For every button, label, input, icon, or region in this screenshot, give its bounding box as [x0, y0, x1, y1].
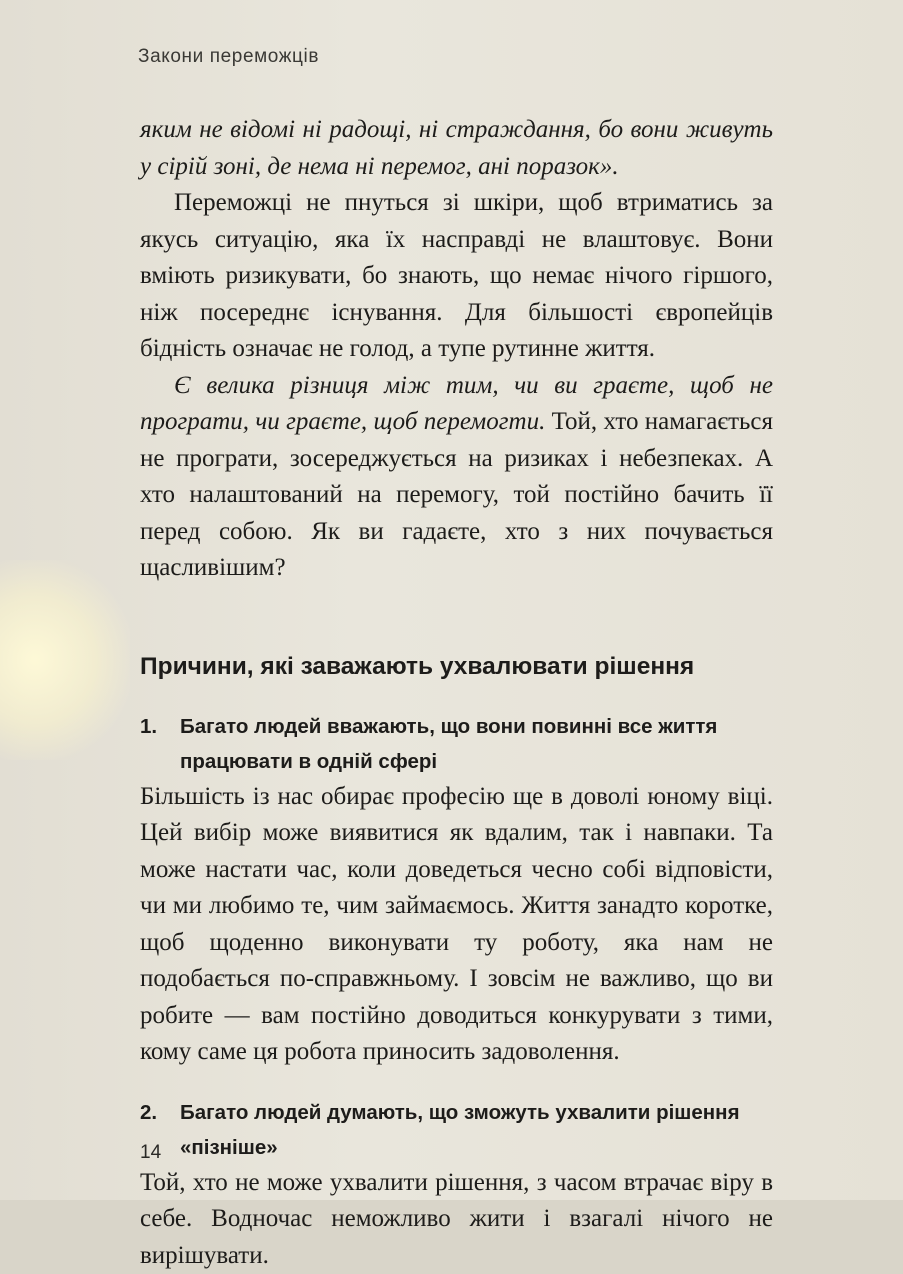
light-glare [0, 560, 130, 760]
list-item-number: 1. [140, 709, 180, 779]
body-text [140, 112, 773, 1274]
list-item-number: 2. [140, 1095, 180, 1165]
running-head: Закони переможців [138, 46, 319, 68]
list-item-text: Той, хто не може ухвалити рішення, з часом втрачає віру в себе. Водночас неможливо жити і взагалі нічого не вирішувати. [140, 1165, 773, 1274]
paragraph-quote-end: яким не відомі ні радощі, ні страждання, бо вони живуть у сірій зоні, де нема ні перемог, ані поразок». [140, 112, 773, 185]
list-item-text: Більшість із нас обирає професію ще в доволі юному віці. Цей вибір може виявитися як вдалим, так і навпаки. Та може настати час, коли доведеться чесно собі відповісти, чи ми любимо те, чим займаємось. Життя занадто коротке, щоб щоденно виконувати ту роботу, яка нам не подобається по-справжньому. І зовсім не важливо, що ви робите — вам постійно доводиться конкурувати з тими, кому саме ця робота приносить задоволення. [140, 779, 773, 1071]
page-number: 14 [140, 1142, 161, 1164]
list-item-title: Багато людей вважають, що вони повинні все життя працювати в одній сфері [180, 709, 773, 779]
emphasis-text: Є велика різниця між тим, чи ви граєте, щоб не програти, чи граєте, щоб перемогти. [140, 372, 773, 436]
paragraph-text: Той, хто намагається не програти, зосереджується на ризиках і небезпеках. А хто налаштований на перемогу, той постійно бачить її перед собою. Як ви гадаєте, хто з них почувається щасливішим? [140, 408, 773, 581]
section-title: Причини, які заважають ухвалювати рішення [140, 649, 773, 685]
list-item-heading [140, 709, 773, 779]
list-item-heading [140, 1095, 773, 1165]
list-item-title: Багато людей думають, що зможуть ухвалити рішення «пізніше» [180, 1095, 773, 1165]
paragraph: Переможці не пнуться зі шкіри, щоб втриматись за якусь ситуацію, яка їх насправді не влаштовує. Вони вміють ризикувати, бо знають, що немає нічого гіршого, ніж посереднє існування. Для більшості європейців бідність означає не голод, а тупе рутинне життя. [140, 185, 773, 368]
paragraph [140, 368, 773, 587]
